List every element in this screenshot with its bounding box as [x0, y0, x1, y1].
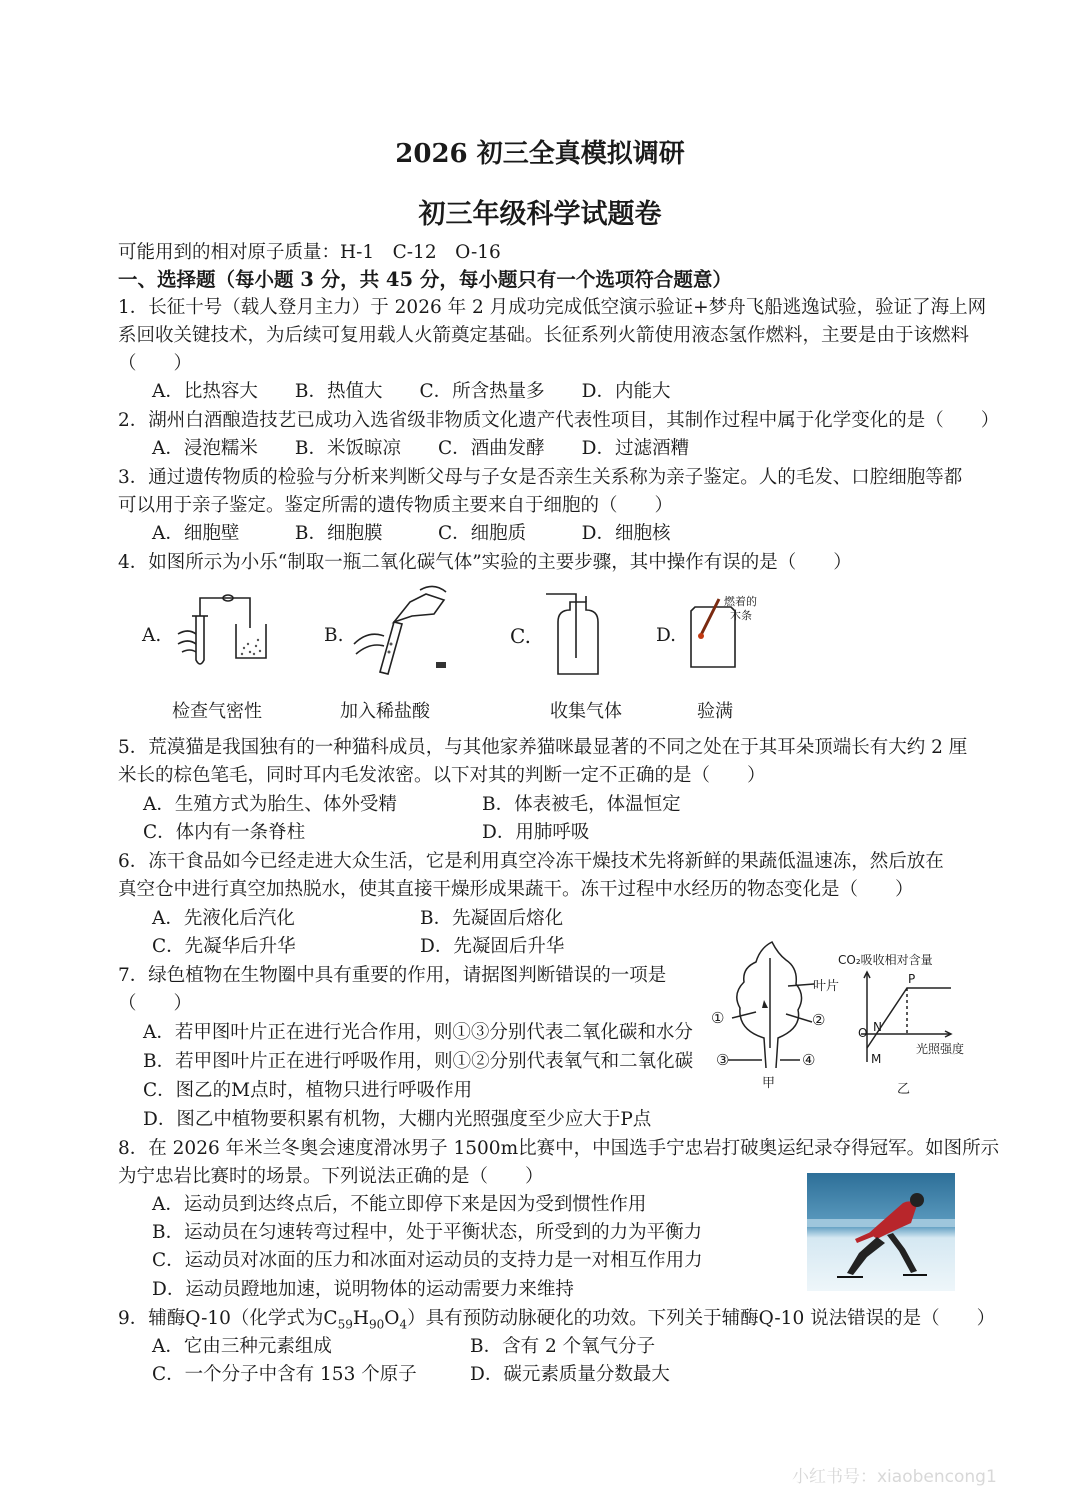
q4-label-d: D. — [656, 625, 677, 646]
q8-option-a: A．运动员到达终点后，不能立即停下来是因为受到惯性作用 — [152, 1194, 647, 1215]
q8-option-c: C．运动员对冰面的压力和冰面对运动员的支持力是一对相互作用力 — [152, 1250, 703, 1271]
q1-line1: 1．长征十号（载人登月主力）于 2026 年 2 月成功完成低空演示验证+梦舟飞船逃逸试验，验证了海上网 — [118, 297, 987, 318]
q9-line1: 9．辅酶Q-10（化学式为$C_{59}H_{90}O_4$）具有预防动脉硬化的功效。下列关于辅酶Q-10 说法错误的是（ ） — [118, 1308, 996, 1332]
q7-graph-point-m: M — [871, 1052, 882, 1066]
q7-option-a: A．若甲图叶片正在进行光合作用，则①③分别代表二氧化碳和水分 — [143, 1022, 693, 1043]
q7-graph-point-p: P — [908, 972, 916, 986]
q5-option-d: D．用肺呼吸 — [482, 822, 590, 843]
q3-line1: 3．通过遗传物质的检验与分析来判断父母与子女是否亲生关系称为亲子鉴定。人的毛发、口腔细胞等都 — [118, 467, 963, 488]
q5-option-c: C．体内有一条脊柱 — [143, 822, 306, 843]
q7-option-d: D．图乙中植物要积累有机物，大棚内光照强度至少应大于P点 — [143, 1109, 652, 1130]
q3-options: A．细胞壁 B．细胞膜 C．细胞质 D．细胞核 — [152, 523, 671, 544]
q7-line2: （ ） — [118, 993, 193, 1014]
q4-caption-c: 收集气体 — [550, 701, 622, 722]
q4-figure-a-airtightness — [170, 588, 280, 678]
q7-leaf-label: 叶片 — [813, 979, 840, 994]
q2-options: A．浸泡糯米 B．米饭晾凉 C．酒曲发酵 D．过滤酒糟 — [152, 438, 689, 459]
q7-figure-a-caption: 甲 — [762, 1076, 776, 1091]
q7-graph-origin: O — [858, 1026, 868, 1040]
q7-figure-b-caption: 乙 — [897, 1082, 911, 1097]
q7-marker-3: ③ — [716, 1051, 730, 1069]
q7-marker-1: ① — [711, 1009, 725, 1027]
q7-graph-point-n: N — [873, 1020, 882, 1034]
q1-line2: 系回收关键技术，为后续可复用载人火箭奠定基础。长征系列火箭使用液态氢作燃料，主要是由于该燃料 — [118, 325, 970, 346]
q8-line2: 为宁忠岩比赛时的场景。下列说法正确的是（ ） — [118, 1166, 544, 1187]
q2-line1: 2．湖州白酒酿造技艺已成功入选省级非物质文化遗产代表性项目，其制作过程中属于化学变化的是（ ） — [118, 410, 1000, 431]
q4-line1: 4．如图所示为小乐“制取一瓶二氧化碳气体”实验的主要步骤，其中操作有误的是（ ） — [118, 552, 852, 573]
q5-option-b: B．体表被毛，体温恒定 — [482, 794, 681, 815]
q8-line1: 8．在 2026 年米兰冬奥会速度滑冰男子 1500m比赛中，中国选手宁忠岩打破奥运纪录夺得冠军。如图所示 — [118, 1138, 1000, 1159]
section-heading: 一、选择题（每小题 3 分，共 45 分，每小题只有一个选项符合题意） — [118, 268, 732, 291]
q4-caption-d: 验满 — [697, 701, 733, 722]
q7-marker-4: ④ — [802, 1051, 816, 1069]
q7-option-c: C．图乙的M点时，植物只进行呼吸作用 — [143, 1080, 473, 1101]
q7-line1: 7．绿色植物在生物圈中具有重要的作用，请据图判断错误的一项是 — [118, 965, 667, 986]
q5-line2: 米长的棕色笔毛，同时耳内毛发浓密。以下对其的判断一定不正确的是（ ） — [118, 765, 766, 786]
q8-option-d: D．运动员蹬地加速，说明物体的运动需要力来维持 — [152, 1279, 574, 1300]
q7-graph-xlabel: 光照强度 — [916, 1042, 965, 1056]
q9-option-a: A．它由三种元素组成 — [152, 1336, 332, 1357]
q4-caption-b: 加入稀盐酸 — [340, 701, 430, 722]
q1-line3: （ ） — [118, 353, 193, 374]
exam-subtitle: 初三年级科学试题卷 — [418, 199, 662, 230]
q4-figure-b-add-acid — [350, 582, 460, 682]
q3-line2: 可以用于亲子鉴定。鉴定所需的遗传物质主要来自于细胞的（ ） — [118, 495, 674, 516]
q6-line1: 6．冻干食品如今已经走进大众生活，它是利用真空冷冻干燥技术先将新鲜的果蔬低温速冻，然后放在 — [118, 851, 944, 872]
speed-skater-photo — [807, 1173, 955, 1291]
q4-stick-label-2: 木条 — [730, 609, 752, 622]
q6-option-a: A．先液化后汽化 — [152, 908, 295, 929]
q9-option-c: C．一个分子中含有 153 个原子 — [152, 1364, 417, 1385]
watermark-text: 小红书号：xiaobencong1 — [792, 1467, 997, 1487]
q9-option-b: B．含有 2 个氧气分子 — [470, 1336, 656, 1357]
q4-stick-label-1: 燃着的 — [724, 595, 757, 608]
q4-label-c: C. — [510, 624, 531, 648]
atomic-mass-note: 可能用到的相对原子质量：H-1 C-12 O-16 — [118, 242, 501, 263]
q6-option-b: B．先凝固后熔化 — [420, 908, 564, 929]
q7-marker-2: ② — [812, 1011, 826, 1029]
q4-label-b: B. — [324, 625, 344, 646]
q6-line2: 真空仓中进行真空加热脱水，使其直接干燥形成果蔬干。冻干过程中水经历的物态变化是（ ） — [118, 879, 914, 900]
q9-option-d: D．碳元素质量分数最大 — [470, 1364, 670, 1385]
q5-line1: 5．荒漠猫是我国独有的一种猫科成员，与其他家养猫咪最显著的不同之处在于其耳朵顶端长有大约 2 厘 — [118, 737, 968, 758]
q4-label-a: A. — [142, 625, 162, 646]
q4-figure-c-collect-gas — [540, 588, 620, 678]
q5-option-a: A．生殖方式为胎生、体外受精 — [143, 794, 397, 815]
q6-option-d: D．先凝固后升华 — [420, 936, 565, 957]
q8-option-b: B．运动员在匀速转弯过程中，处于平衡状态，所受到的力为平衡力 — [152, 1222, 703, 1243]
q6-option-c: C．先凝华后升华 — [152, 936, 296, 957]
q4-caption-a: 检查气密性 — [172, 701, 262, 722]
q1-options: A．比热容大 B．热值大 C．所含热量多 D．内能大 — [152, 381, 671, 402]
q7-graph-ylabel: CO₂吸收相对含量 — [838, 953, 933, 967]
exam-title: 2026 初三全真模拟调研 — [395, 139, 685, 169]
q7-option-b: B．若甲图叶片正在进行呼吸作用，则①②分别代表氧气和二氧化碳 — [143, 1051, 694, 1072]
